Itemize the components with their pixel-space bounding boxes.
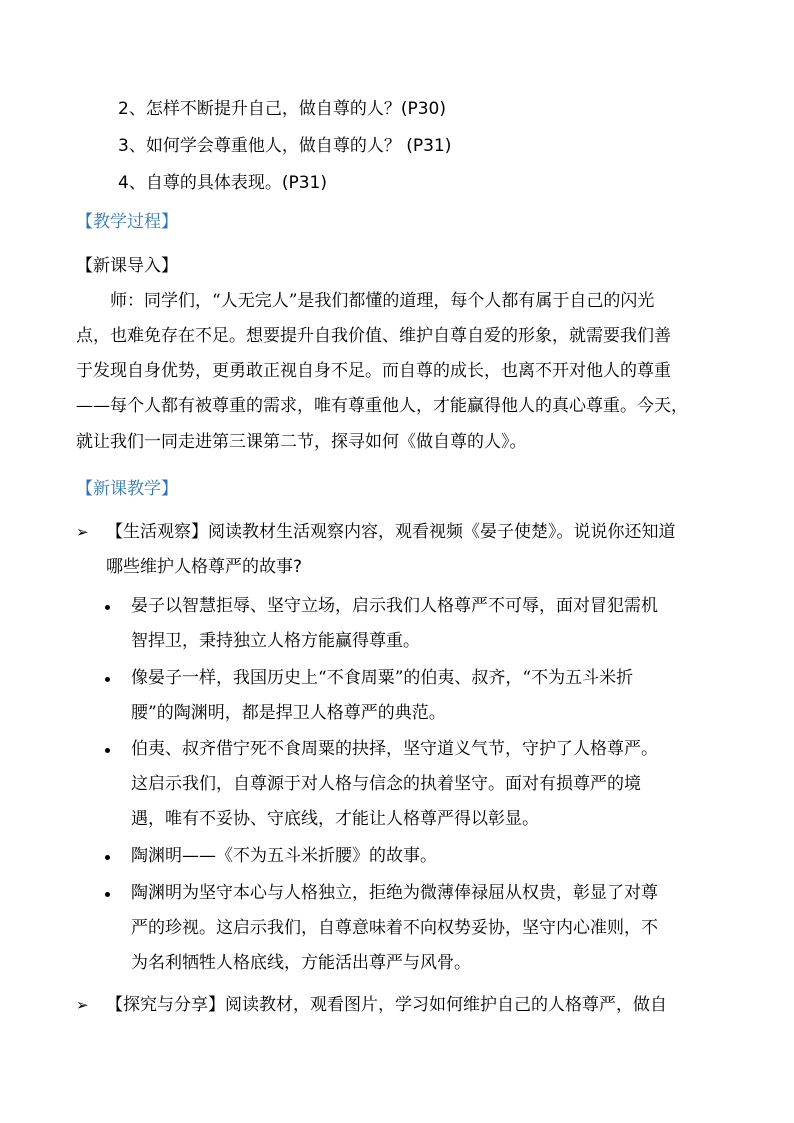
bullet-dot-icon: [105, 748, 110, 753]
intro-paragraph-line: 就让我们一同走进第三课第二节，探寻如何《做自尊的人》。: [76, 432, 527, 452]
bullet-text-line: 伯夷、叔齐借宁死不食周粟的抉择，坚守道义气节，守护了人格尊严。: [131, 739, 658, 759]
section-life-observation-line: 【生活观察】阅读教材生活观察内容，观看视频《晏子使楚》。说说你还知道: [106, 522, 676, 542]
arrow-bullet-icon: ➢: [76, 523, 89, 541]
bullet-text-line: 为名利牺牲人格底线，方能活出尊严与风骨。: [131, 953, 471, 973]
intro-paragraph-line: 于发现自身优势，更勇敢正视自身不足。而自尊的成长，也离不开对他人的尊重: [76, 361, 671, 381]
bullet-text-line: 腰”的陶渊明，都是捍卫人格尊严的典范。: [131, 703, 446, 723]
bullet-dot-icon: [105, 605, 110, 610]
section-explore-share-line: 【探究与分享】阅读教材，观看图片，学习如何维护自己的人格尊严，做自: [106, 995, 667, 1015]
bullet-text-line: 遇，唯有不妥协、守底线，才能让人格尊严得以彰显。: [131, 809, 539, 829]
intro-paragraph-line: ——每个人都有被尊重的需求，唯有尊重他人，才能赢得他人的真心尊重。今天，: [76, 396, 688, 416]
bullet-text-line: 像晏子一样，我国历史上“不食周粟”的伯夷、叔齐，“不为五斗米折: [131, 668, 634, 688]
heading-teaching-process: 【教学过程】: [76, 212, 178, 232]
intro-paragraph-line: 师：同学们，“人无完人”是我们都懂的道理，每个人都有属于自己的闪光: [110, 291, 655, 311]
list-item: 4、自尊的具体表现。(P31): [118, 173, 327, 193]
bullet-text-line: 严的珍视。这启示我们，自尊意味着不向权势妥协，坚守内心准则，不: [131, 918, 658, 938]
bullet-dot-icon: [105, 855, 110, 860]
bullet-text-line: 这启示我们，自尊源于对人格与信念的执着坚守。面对有损尊严的境: [131, 774, 641, 794]
bullet-text-line: 晏子以智慧拒辱、坚守立场，启示我们人格尊严不可辱，面对冒犯需机: [131, 596, 658, 616]
bullet-text-line: 陶渊明为坚守本心与人格独立，拒绝为微薄俸禄屈从权贵，彰显了对尊: [131, 883, 658, 903]
section-life-observation-line: 哪些维护人格尊严的故事?: [106, 557, 303, 577]
list-item: 2、怎样不断提升自己，做自尊的人？(P30): [118, 99, 446, 119]
arrow-bullet-icon: ➢: [76, 996, 89, 1014]
bullet-dot-icon: [105, 892, 110, 897]
bullet-text-line: 智捍卫，秉持独立人格方能赢得尊重。: [131, 631, 420, 651]
bullet-dot-icon: [105, 677, 110, 682]
intro-paragraph-line: 点，也难免存在不足。想要提升自我价值、维护自尊自爱的形象，就需要我们善: [76, 326, 671, 346]
bullet-text-line: 陶渊明——《不为五斗米折腰》的故事。: [131, 846, 437, 866]
heading-new-lesson-intro: 【新课导入】: [76, 256, 178, 276]
list-item: 3、如何学会尊重他人，做自尊的人？ (P31): [118, 136, 452, 156]
heading-new-lesson-teaching: 【新课教学】: [76, 479, 178, 499]
